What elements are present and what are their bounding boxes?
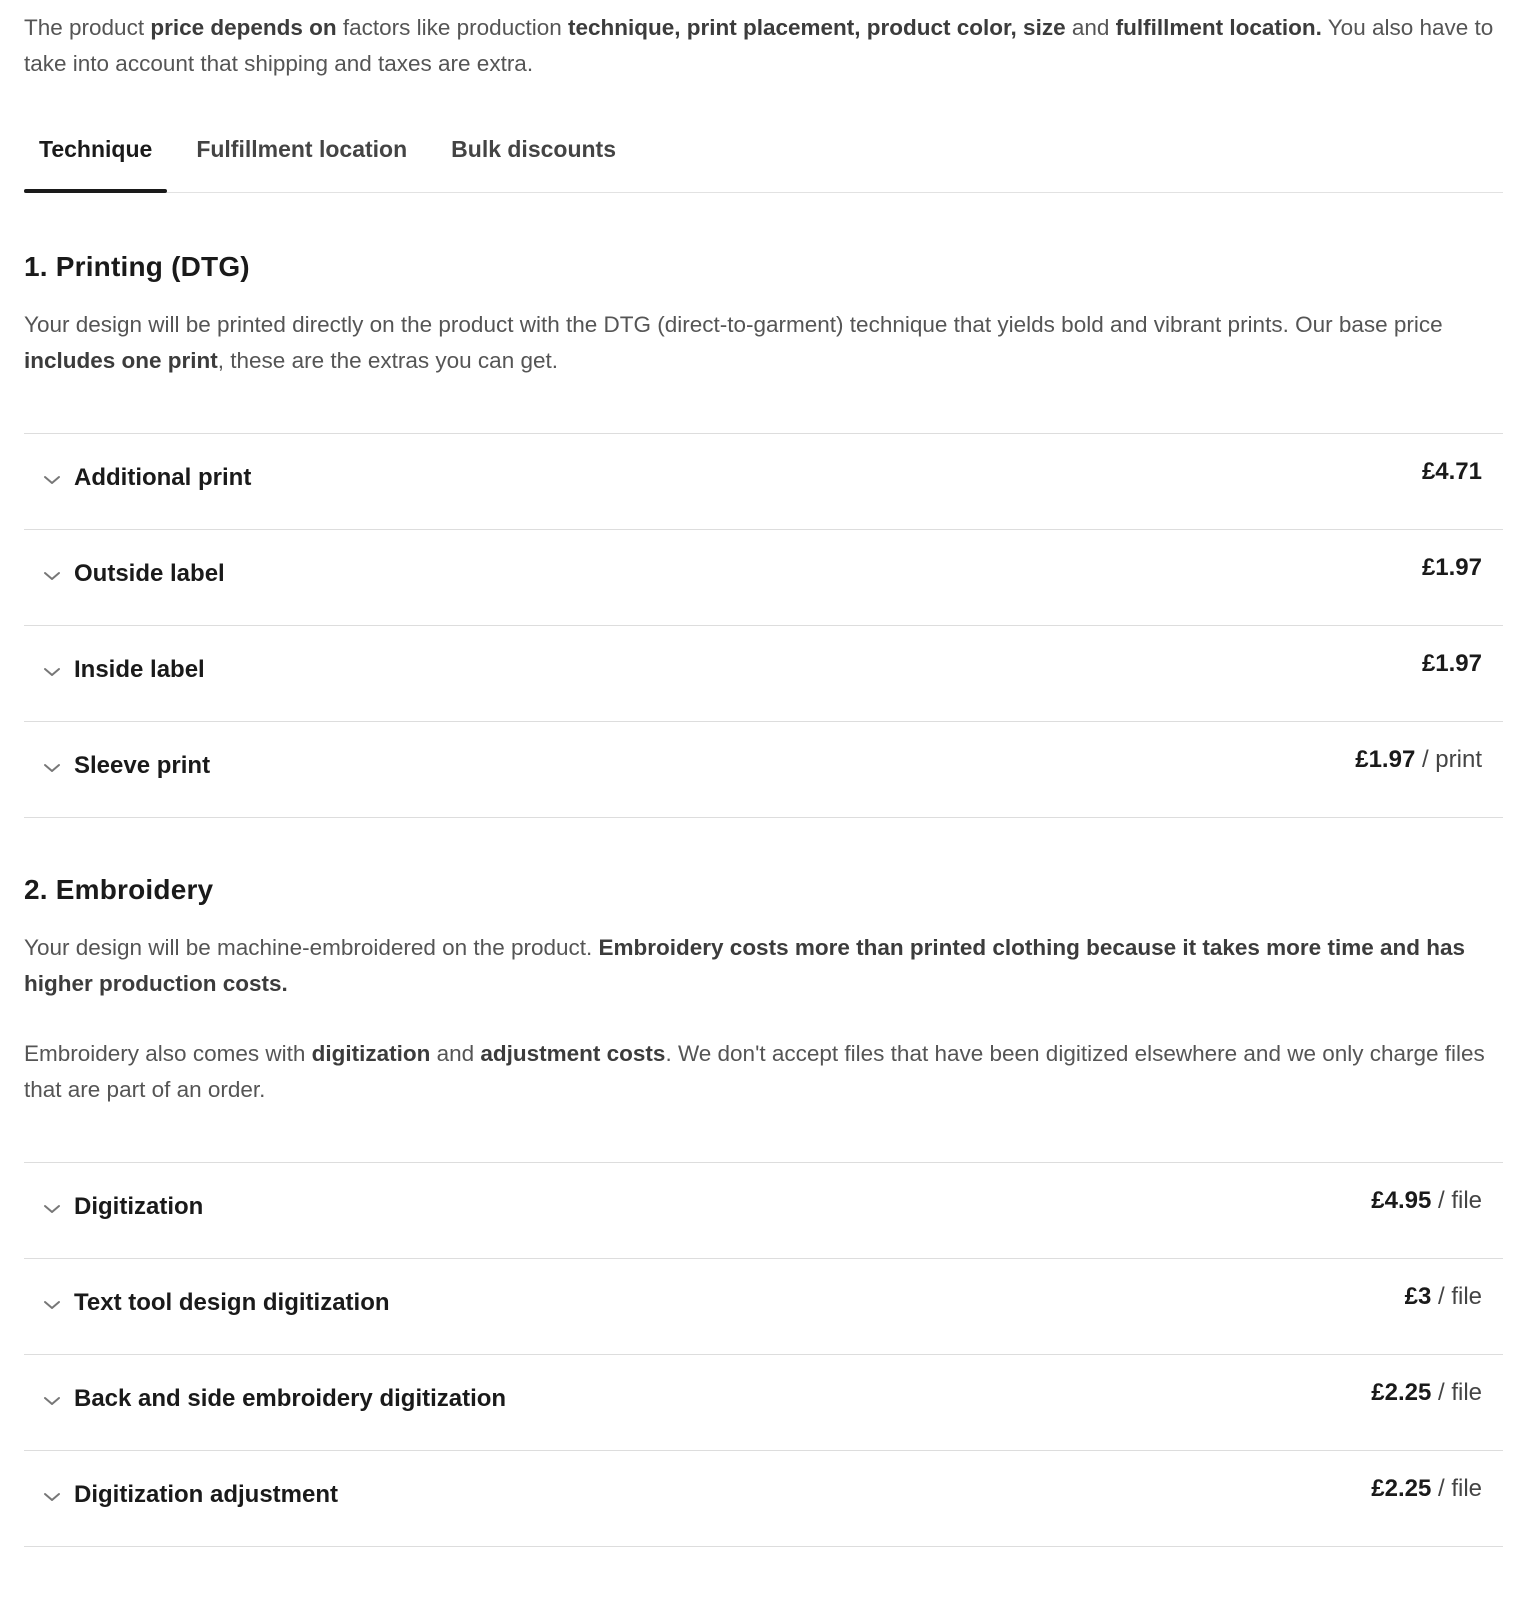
accordion-price — [1371, 1475, 1482, 1503]
printing-description — [24, 307, 1503, 379]
embroidery-desc-part: Embroidery also comes with — [24, 1041, 312, 1066]
intro-text-part: You also have to take into account that shipping and taxes are extra. — [24, 15, 1494, 76]
price-amount: £3 — [1404, 1283, 1432, 1310]
accordion-label: Sleeve print — [74, 752, 211, 779]
printing-desc-part: , these are the extras you can get. — [217, 348, 558, 373]
price-amount: £1.97 — [1421, 554, 1482, 581]
embroidery-desc-part: Your design will be machine-embroidered on the product. — [24, 935, 599, 960]
embroidery-description-2 — [24, 1036, 1503, 1108]
price-unit: / print — [1421, 746, 1482, 773]
printing-extras-list — [24, 433, 1503, 818]
price-unit: / file — [1437, 1187, 1482, 1214]
accordion-text-tool-design-digitization[interactable] — [24, 1259, 1503, 1355]
accordion-digitization-adjustment[interactable] — [24, 1451, 1503, 1547]
tab-bar — [24, 82, 1503, 193]
chevron-down-icon — [42, 662, 62, 682]
accordion-label: Text tool design digitization — [74, 1289, 390, 1316]
intro-bold-part: fulfillment location. — [1115, 15, 1322, 40]
accordion-label: Additional print — [74, 464, 252, 491]
price-amount: £1.97 — [1421, 650, 1482, 677]
chevron-down-icon — [42, 1199, 62, 1219]
embroidery-desc-bold: Embroidery costs more than printed clothing because it takes more time and has higher production costs. — [24, 935, 1465, 996]
chevron-down-icon — [42, 1487, 62, 1507]
accordion-back-and-side-embroidery-digitization[interactable] — [24, 1355, 1503, 1451]
price-amount: £4.71 — [1421, 458, 1482, 485]
printing-section — [24, 251, 1503, 818]
price-amount: £4.95 — [1371, 1187, 1432, 1214]
accordion-label: Back and side embroidery digitization — [74, 1385, 507, 1412]
printing-desc-bold: includes one print — [24, 348, 218, 373]
pricing-page — [24, 0, 1503, 1547]
accordion-label: Digitization adjustment — [74, 1481, 338, 1508]
price-amount: £2.25 — [1371, 1379, 1432, 1406]
embroidery-desc-bold: adjustment costs — [480, 1041, 666, 1066]
chevron-down-icon — [42, 1391, 62, 1411]
accordion-inside-label[interactable] — [24, 626, 1503, 722]
accordion-price — [1422, 458, 1482, 486]
chevron-down-icon — [42, 1295, 62, 1315]
printing-title: 1. Printing (DTG) — [24, 251, 250, 282]
accordion-price — [1371, 1379, 1482, 1407]
accordion-price — [1422, 554, 1482, 582]
accordion-label: Digitization — [74, 1193, 204, 1220]
embroidery-section — [24, 874, 1503, 1547]
embroidery-desc-part: . We don't accept files that have been digitized elsewhere and we only charge files that are part of an order. — [24, 1041, 1485, 1102]
embroidery-desc-part: and — [430, 1041, 481, 1066]
intro-bold-part: technique, print placement, product color, size — [568, 15, 1066, 40]
accordion-digitization[interactable] — [24, 1163, 1503, 1259]
chevron-down-icon — [42, 470, 62, 490]
price-amount: £2.25 — [1371, 1475, 1432, 1502]
accordion-price — [1371, 1187, 1482, 1215]
tab-technique[interactable]: Technique — [24, 82, 167, 192]
tab-bulk-discounts[interactable]: Bulk discounts — [451, 136, 617, 162]
accordion-price — [1405, 1283, 1482, 1311]
intro-text-part: The product — [24, 15, 151, 40]
accordion-price — [1355, 746, 1482, 774]
price-unit: / file — [1437, 1283, 1482, 1310]
accordion-label: Outside label — [74, 560, 225, 587]
accordion-label: Inside label — [74, 656, 205, 683]
price-amount: £1.97 — [1355, 746, 1416, 773]
intro-text-part: and — [1065, 15, 1116, 40]
chevron-down-icon — [42, 758, 62, 778]
accordion-outside-label[interactable] — [24, 530, 1503, 626]
tab-fulfillment-location[interactable]: Fulfillment location — [196, 136, 408, 162]
embroidery-title: 2. Embroidery — [24, 874, 214, 905]
price-unit: / file — [1437, 1379, 1482, 1406]
printing-desc-part: Your design will be printed directly on the product with the DTG (direct-to-garment) technique that yields bold and vibrant prints. Our base price — [24, 312, 1443, 337]
embroidery-desc-bold: digitization — [311, 1041, 431, 1066]
chevron-down-icon — [42, 566, 62, 586]
embroidery-description-1 — [24, 930, 1503, 1002]
accordion-sleeve-print[interactable] — [24, 722, 1503, 818]
embroidery-costs-list — [24, 1162, 1503, 1547]
accordion-price — [1422, 650, 1482, 678]
accordion-additional-print[interactable] — [24, 434, 1503, 530]
price-unit: / file — [1437, 1475, 1482, 1502]
intro-text — [24, 0, 1503, 82]
intro-bold-part: price depends on — [150, 15, 337, 40]
intro-text-part: factors like production — [336, 15, 568, 40]
